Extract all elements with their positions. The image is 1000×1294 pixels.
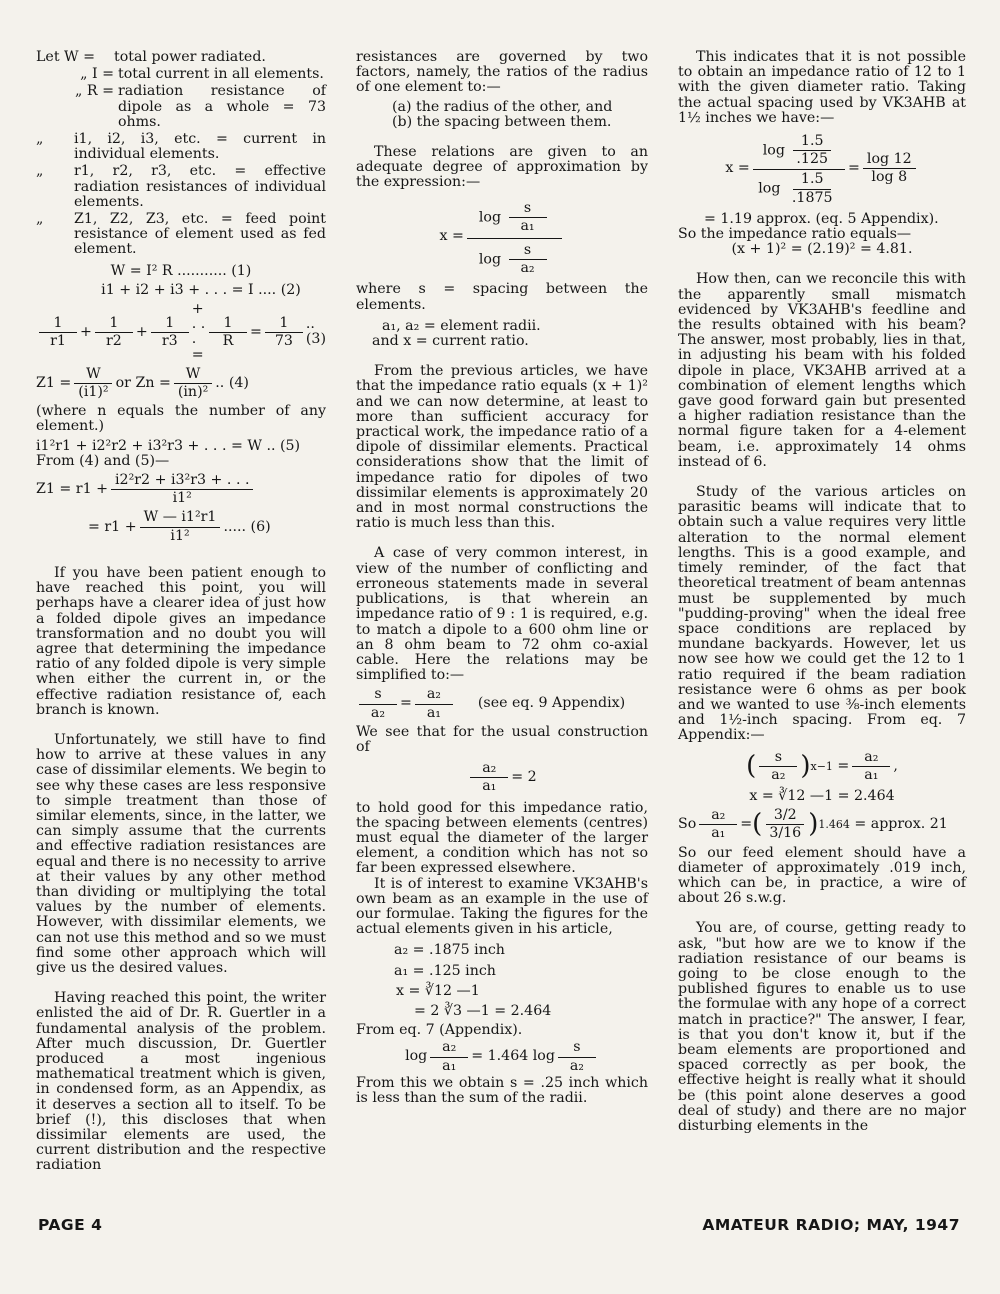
definition-x: and x = current ratio. <box>372 333 529 350</box>
where-n-text: (where n equals the number of any element.) <box>36 403 326 435</box>
list-item: (b) the spacing between them. <box>392 113 612 130</box>
value-x: x = ∛12 —1 <box>396 982 480 999</box>
equation-1: W = I² R ........... (1) <box>110 262 252 279</box>
paragraph: You are, of course, getting ready to ask, "but how are we to know if the radiation resistance of our beams is going to be close enough to the published figures to enable us to use the formulae with any hope of a correct match in practice?" The answer, I fear, is that you don't know it, but if the beam elements are proportioned and spaced correctly as per book, the effective height is really what it should be (this point alone deserves a good deal of study) and there are no major disturbing elements in the <box>678 920 966 1134</box>
equation-6a: Z1 = r1 + $\frac{\text{i2²r2 + i3²r3 + . . .}}{\text{i1²}}$ <box>36 473 326 506</box>
paragraph: A case of very common interest, in view of the number of conflicting and erroneous statements made in several publications, is that wherein an impedance ratio of 9 : 1 is required, e.g. to match a dipole to a 600 ohm line or an 8 ohm beam to 72 ohm co-axial cable. Here the relations may be simplified to:— <box>356 545 648 684</box>
from-eq7-text: From eq. 7 (Appendix). <box>356 1022 523 1039</box>
where-s-text: where s = spacing between the elements. <box>356 281 648 313</box>
impedance-ratio-text: So the impedance ratio equals— <box>678 226 912 243</box>
equation-approx-21: So $\frac{\text{a₂}}{\text{a₁}}$ = ( $\frac{3/2}{3/16}$ ) 1.464 = approx. 21 <box>678 807 948 842</box>
definition-radii: a₁, a₂ = element radii. <box>382 317 541 334</box>
paragraph: This indicates that it is not possible to obtain an impedance ratio of 12 to 1 with the given diameter ratio. Taking the actual spacing used by VK3AHB at 1½ inches we have:— <box>678 49 966 126</box>
equation-power: ( $\frac{s}{\text{a₂}}$ ) x−1 = $\frac{\text{a₂}}{\text{a₁}}$ , <box>746 748 898 783</box>
definition-row: „ I = total current in all elements. <box>80 66 324 83</box>
column-3 <box>678 50 966 1134</box>
value-a1: a₁ = .125 inch <box>394 962 496 979</box>
page-number: PAGE 4 <box>38 1216 103 1234</box>
impedance-ratio-equation: (x + 1)² = (2.19)² = 4.81. <box>731 241 913 258</box>
equation-3: $\frac{1}{r1}$ + $\frac{1}{r2}$ + $\frac{1}{r3}$ + . . . = $\frac{1}{R}$ = $\frac{1}{73}$ .. (3) <box>36 302 326 363</box>
paragraph: to hold good for this impedance ratio, the spacing between elements (centres) must equal the diameter of the larger element, a condition which has not so far been expressed elsewhere. <box>356 799 648 877</box>
paragraph: We see that for the usual construction of <box>356 723 648 755</box>
paragraph: Study of the various articles on parasitic beams will indicate that to obtain such a value requires very little alteration to the normal element lengths. This is a good example, and timely reminder, of the fact that theoretical treatment of beam antennas must be supplemented by much "pudding-proving" when the ideal free space conditions are replaced by mundane backyards. However, let us now see how we could get the 12 to 1 ratio required if the beam radiation resistance were 6 ohms as per book and we wanted to use ⅜-inch elements and 1½-inch spacing. From eq. 7 Appendix:— <box>678 484 966 744</box>
equation-x-value: x = ∛12 —1 = 2.464 <box>749 787 895 804</box>
paragraph: resistances are governed by two factors, namely, the ratios of the radius of one element to:— <box>356 49 648 96</box>
paragraph: From this we obtain s = .25 inch which is less than the sum of the radii. <box>356 1074 648 1106</box>
from-4-5-text: From (4) and (5)— <box>36 452 170 469</box>
definition-row: „ i1, i2, i3, etc. = current in individual elements. <box>36 131 326 163</box>
definition-row: „ Z1, Z2, Z3, etc. = feed point resistance of element used as fed element. <box>36 211 326 258</box>
equation-log-s: log $\frac{\text{a₂}}{\text{a₁}}$ = 1.464 log $\frac{s}{\text{a₂}}$ <box>356 1040 648 1073</box>
publication-footer: AMATEUR RADIO; MAY, 1947 <box>702 1216 960 1234</box>
equation-s-a2: $\frac{s}{\text{a₂}}$ = $\frac{\text{a₂}}{\text{a₁}}$ (see eq. 9 Appendix) <box>356 687 648 720</box>
equation-ratio-2: $\frac{\text{a₂}}{\text{a₁}}$ = 2 <box>356 761 648 794</box>
paragraph: It is of interest to examine VK3AHB's own beam as an example in the use of our formulae. Taking the figures for the actual elements given in his article, <box>356 875 648 938</box>
paragraph: So our feed element should have a diameter of approximately .019 inch, which can be, in practice, a wire of about 26 s.w.g. <box>678 844 966 907</box>
paragraph: From the previous articles, we have that the impedance ratio equals (x + 1)² and we can now determine, at least to more than sufficient accuracy for practical work, the impedance ratio of a dipole of dissimilar elements. Practical considerations show that the limit of impedance ratio for dipoles of two dissimilar elements is approximately 20 and in most normal constructions the ratio is much less than this. <box>356 363 648 532</box>
approx-text: = 1.19 approx. (eq. 5 Appendix). <box>704 210 939 227</box>
definition-row: „ R = radiation resistance of dipole as a whole = 73 ohms. <box>75 83 326 130</box>
column-2 <box>356 50 648 1106</box>
paragraph: Having reached this point, the writer enlisted the aid of Dr. R. Guertler in a fundamental analysis of the problem. After much discussion, Dr. Guertler produced a most ingenious mathematical treatment which is given, in condensed form, as an Appendix, as it deserves a section all to itself. To be brief (!), this discloses that when dissimilar elements are used, the current distribution and the respective radiation <box>36 990 326 1174</box>
list-item: (a) the radius of the other, and <box>392 98 613 115</box>
equation-4: Z1 = $\frac{W}{\text{(i1)²}}$ or Zn = $\frac{W}{\text{(in)²}}$ .. (4) <box>36 365 249 401</box>
value-a2: a₂ = .1875 inch <box>394 942 505 959</box>
paragraph: Unfortunately, we still have to find how to arrive at these values in any case of dissimilar elements. We begin to see why these cases are less responsive to simple treatment than those of similar elements, since, in the latter, we can simply assume that the currents and effective radiation resistances are equal and there is no necessity to arrive at their values by any other method than dividing or multiplying the total values by the number of elements. However, with dissimilar elements, we can not use this method and so we must find some other approach which will give us the desired values. <box>36 731 326 976</box>
definition-row: „ r1, r2, r3, etc. = effective radiation resistances of individual elements. <box>36 163 326 210</box>
definitions-list <box>36 50 326 258</box>
column-1 <box>36 50 326 1174</box>
equation-x-log: x = log $\frac{s}{\text{a₁}}$ log $\frac{s}{\text{a₂}}$ <box>356 197 648 277</box>
equation-2: i1 + i2 + i3 + . . . = I .... (2) <box>101 281 301 298</box>
definition-row: Let W = total power radiated. <box>36 49 266 65</box>
paragraph: These relations are given to an adequate degree of approximation by the expression:— <box>356 144 648 191</box>
paragraph: How then, can we reconcile this with the apparently small mismatch evidenced by VK3AHB's feedline and the results obtained with his beam? The answer, most probably, lies in that, in adjusting his beam with his folded dipole in place, VK3AHB arrived at a combination of element lengths which gave good forward gain but presented a higher radiation resistance than the normal figure taken for a 4-element beam, i.e. approximately 14 ohms instead of 6. <box>678 271 966 470</box>
equation-5: i1²r1 + i2²r2 + i3²r3 + . . . = W .. (5) <box>36 437 301 454</box>
value-x-simplified: = 2 ∛3 —1 = 2.464 <box>414 1002 552 1019</box>
paragraph: If you have been patient enough to have reached this point, you will perhaps have a clearer idea of just how a folded dipole gives an impedance transformation and no doubt you will agree that determining the impedance ratio of any folded dipole is very simple when either the current in, or the effective radiation resistance of, each branch is known. <box>36 564 326 718</box>
equation-x-spacing: x = log $\frac{1.5}{.125}$ log $\frac{1.5}{.1875}$ = $\frac{\log 12}{\log 8}$ <box>678 132 966 206</box>
equation-6b: = r1 + $\frac{\text{W — i1²r1}}{\text{i1²}}$ ..... (6) <box>88 509 271 544</box>
